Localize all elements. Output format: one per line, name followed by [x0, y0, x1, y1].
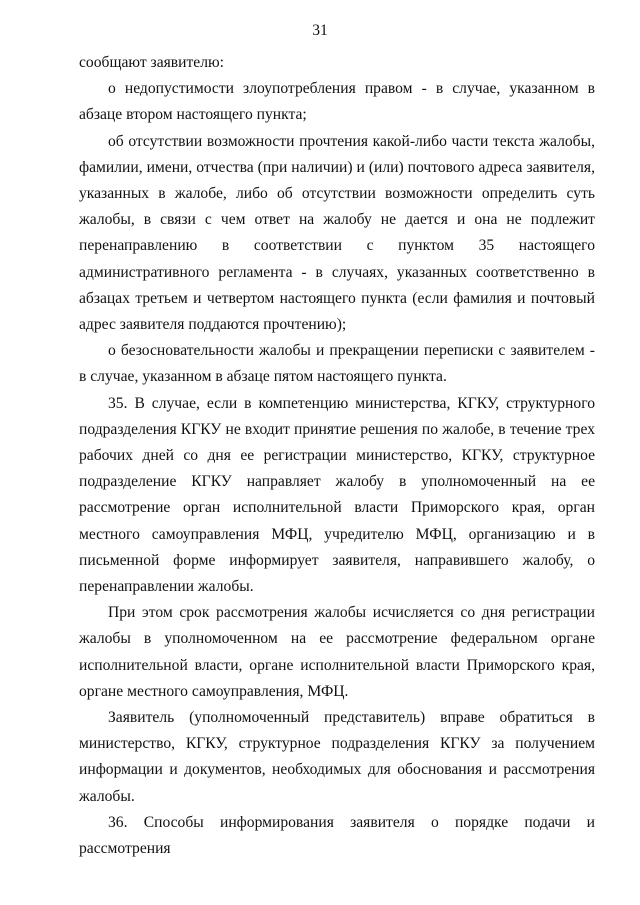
paragraph-review-term: При этом срок рассмотрения жалобы исчисляется со дня регистрации жалобы в уполномоченном на ее рассмотрение федеральном органе исполнительной власти, органе исполнительной власти Приморского края, органе местного самоуправления, МФЦ.	[79, 604, 595, 700]
document-body	[79, 50, 595, 862]
paragraph-abuse-of-right: о недопустимости злоупотребления правом - в случае, указанном в абзаце втором настоящего пункта;	[79, 80, 595, 124]
paragraph-groundless-complaint: о безосновательности жалобы и прекращении переписки с заявителем - в случае, указанном в абзаце пятом настоящего пункта.	[79, 342, 595, 386]
page-number: 31	[312, 22, 328, 39]
paragraph-clause-35: 35. В случае, если в компетенцию министерства, КГКУ, структурного подразделения КГКУ не входит принятие решения по жалобе, в течение трех рабочих дней со дня ее регистрации министерство, КГКУ, структурное подразделение КГКУ направляет жалобу в уполномоченный на ее рассмотрение орган исполнительной власти Приморского края, орган местного самоуправления МФЦ, учредителю МФЦ, организацию и в письменной форме информирует заявителя, направившего жалобу, о перенаправлении жалобы.	[79, 394, 595, 596]
paragraph-clause-36: 36. Способы информирования заявителя о порядке подачи и рассмотрения	[79, 813, 595, 858]
paragraph-unreadable-text: об отсутствии возможности прочтения какой-либо части текста жалобы, фамилии, имени, отчества (при наличии) и (или) почтового адреса заявителя, указанных в жалобе, либо об отсутствии возможности определить суть жалобы, в связи с чем ответ на жалобу не дается и она не подлежит перенаправлению в соответствии с пунктом 35 настоящего административного регламента - в случаях, указанных соответственно в абзацах третьем и четвертом настоящего пункта (если фамилия и почтовый адрес заявителя поддаются прочтению);	[79, 132, 595, 334]
paragraph-applicant-rights: Заявитель (уполномоченный представитель) вправе обратиться в министерство, КГКУ, структурное подразделения КГКУ за получением информации и документов, необходимых для обоснования и рассмотрения жалобы.	[79, 709, 595, 805]
paragraph-intro: сообщают заявителю:	[79, 54, 224, 71]
